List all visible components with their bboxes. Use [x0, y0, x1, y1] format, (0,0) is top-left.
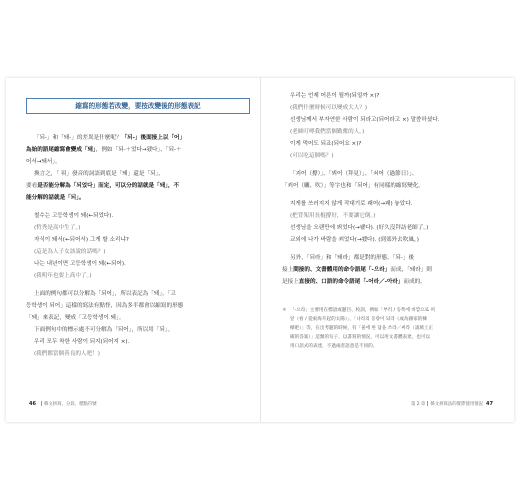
paragraph-line [26, 144, 248, 156]
bold-text: 「되-」後面接上以「어」 [121, 135, 186, 141]
example-block [282, 198, 496, 246]
example-block [26, 336, 248, 360]
example-korean: 교외에 나가 바람을 쐬었다(→쐤다). (到郊外去吹風。) [290, 237, 419, 243]
footnote-marker: ＊ [282, 308, 287, 313]
footnote-line: 「-으라」主要用在標語或題目、校訓，例如「부러 / 동쪽에 바깥으로 떠 [290, 308, 435, 313]
example-translation: (這是為人子女該說的話嗎？) [34, 249, 106, 255]
right-body [282, 90, 496, 288]
example-korean: 선생님께서 부자연한 사람이 되라고(되어라고 ×) 말씀하셨다. [290, 117, 440, 123]
paragraph-line [282, 264, 496, 276]
example-korean: 자식이 돼서(←되어서) 그게 할 소리냐? [34, 237, 129, 243]
left-footer [26, 398, 97, 411]
example-block [282, 90, 496, 162]
example-korean: 나는 내년이면 고등학생이 돼(←되어). [34, 261, 126, 267]
bold-text: 能分解的話就是「되」。 [26, 195, 85, 201]
example-block [26, 210, 248, 282]
paragraph-line: 등학생이 되어」這樣的寫法有點怪，因為多半都會以縮寫的形態 [26, 303, 184, 309]
left-page [26, 78, 248, 422]
footnote-line: 確的答案）」這類的句子，以書寫的情況，可以用文書體表達，也可以 [290, 335, 431, 340]
example-translation: (我們什麼時候可以變成大人？) [290, 105, 368, 111]
footnote-line: 앞（看 / 從東海升起的太陽）」、「나라의 동량이 되라（成為國家的棟 [290, 317, 427, 322]
paragraph-line: 어서→돼서」。 [26, 159, 61, 165]
paragraph-line [26, 180, 248, 192]
bold-text: 直接的、口語的命令語尾「-어라／-아라」 [298, 279, 404, 285]
paragraph-line: 下面例句中的標示處不可分解為「되어」，所以用「되」。 [34, 327, 174, 333]
example-korean: 우리 모두 착한 사람이 되지(되어지 ×). [34, 339, 130, 345]
chapter-label: 第 2 章 [410, 402, 426, 407]
right-page [282, 78, 496, 422]
example-korean: 이게 먹어도 되죠(되어요 ×)? [290, 141, 362, 147]
example-korean: 선생님을 오랜만에 뵈었다(→뵀다). (好久沒拜訪老師了。) [290, 225, 429, 231]
example-translation: (老師叮嚀我們當個勤奮的人。) [290, 129, 365, 135]
right-footer [411, 398, 496, 411]
running-footer: 韓文拼寫法的實際使用情況 [430, 402, 484, 407]
footnote [282, 306, 496, 351]
page-number: 47 [486, 401, 493, 407]
left-body [26, 132, 248, 360]
text-run: 而成，「돼라」則 [390, 267, 432, 273]
section-heading-box [26, 98, 250, 114]
paragraph-line: 「괴어（撐）」、「뵈어（拜見）」、「쇠어（過節日）」、 [290, 171, 418, 177]
paragraph-line: 「돼」來表記，變成「고등학생이 돼」。 [26, 315, 125, 321]
paragraph-line: 換言之，「 뭐」發音的詞語到底是「돼」還是「되」， [34, 171, 164, 177]
example-translation: (把背架用長棍撐好，不要讓它倒。) [290, 213, 376, 219]
example-translation: (我明年也要上高中了。) [34, 273, 92, 279]
paragraph-line: 「쐬어（曬、吹）」等字也和「되어」有同樣的縮寫變化。 [282, 183, 424, 189]
example-korean: 우리는 언제 어른이 될까(되얼까 ×)? [290, 93, 380, 99]
paragraph-line [282, 276, 496, 288]
footnote-line: 用口語式的表達，不過兩者語意是不同的。 [290, 344, 378, 349]
paragraph-line [26, 132, 248, 144]
text-run: 「되-」和「돼-」的差異是什麼呢？ [34, 135, 122, 141]
text-run: 是接上 [282, 279, 299, 285]
text-run: 接上 [282, 267, 294, 273]
example-korean: 지게를 쓰러지지 않게 작대기로 괘어(→괘) 놓았다. [290, 201, 413, 207]
bold-text: 為始的語尾縮寫會變成「돼」 [26, 147, 96, 153]
running-footer: 韓文拼寫、分段、標點符號 [43, 402, 97, 407]
footer-divider [427, 401, 428, 406]
example-translation: (哲秀是高中生了。) [34, 225, 81, 231]
book-gutter [260, 78, 261, 422]
example-korean: 철수는 고등학생이 돼(←되었다). [34, 213, 114, 219]
section-heading: 縮寫的形態若改變，要按改變後的形態表記 [75, 102, 201, 110]
book-spread [6, 78, 514, 422]
example-translation: (我們都當個善良的人吧！) [34, 351, 100, 357]
paragraph-line: 另外，「되라」和「돼라」都是對的形態。「되-」後 [290, 255, 415, 261]
bold-text: 是否能分解為「되었다」而定，可以分的話就是「돼」，不 [37, 183, 180, 189]
page-number: 46 [29, 401, 36, 407]
text-run: 而成的。 [403, 279, 426, 285]
text-run: ，例如「되-＋었다→됐다」、「되-＋ [95, 147, 182, 153]
text-run: 要看 [26, 183, 38, 189]
example-translation: (可以吃這個嗎？) [290, 153, 334, 159]
paragraph-line [26, 192, 248, 204]
paragraph-line: 上面的例句都可以分解為「되어」，所以表記為「돼」。「고 [34, 291, 176, 297]
bold-text: 間接的、文書體用的命令語尾「-으라」 [293, 267, 391, 273]
footnote-line: 樑吧）」等，在出考題的時候，有「물에 한 답을 쓰라／써라（請填上正 [290, 326, 434, 331]
footer-divider [41, 401, 42, 406]
